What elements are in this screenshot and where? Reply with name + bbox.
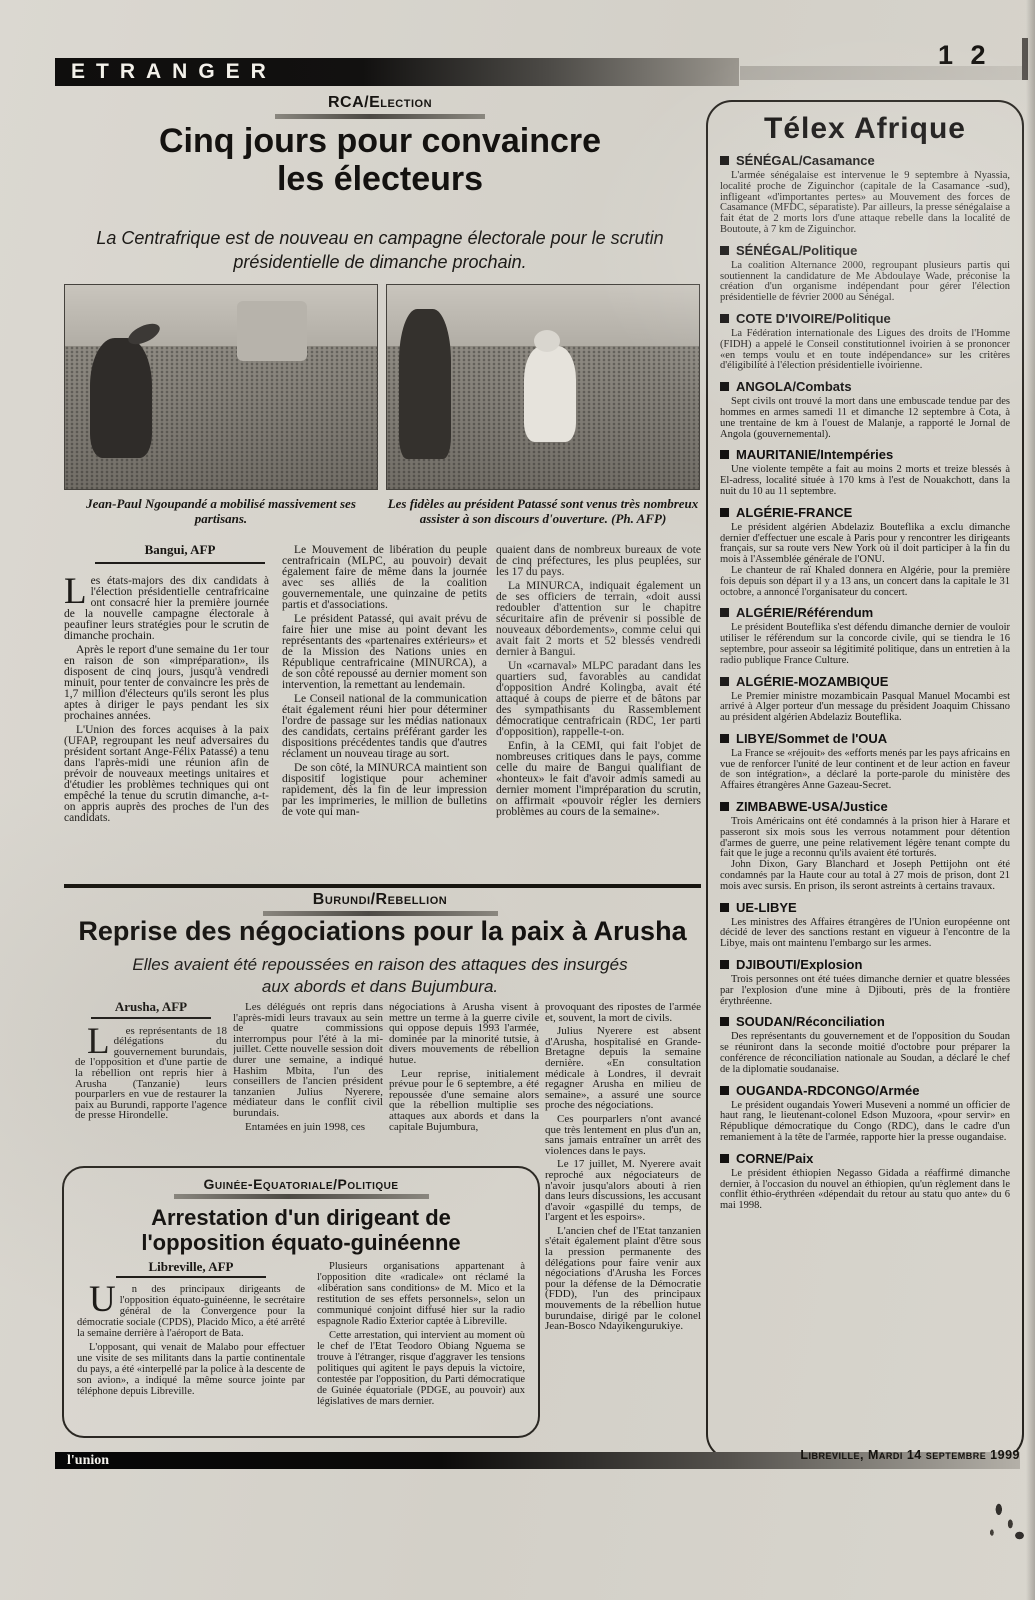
burundi-column-1 — [75, 1002, 227, 1164]
rca-column-2 — [282, 545, 487, 883]
telex-item — [720, 243, 1010, 304]
guinea-column-1 — [77, 1261, 305, 1421]
burundi-kicker-label: Burundi/Rebellion — [312, 891, 448, 908]
telex-item-title: OUGANDA-RDCONGO/Armée — [736, 1082, 920, 1098]
telex-item-heading — [720, 900, 1010, 916]
dropcap-letter: L — [87, 1020, 110, 1062]
telex-item-title: ALGÉRIE-MOZAMBIQUE — [736, 673, 889, 689]
telex-item-text: Trois personnes ont été tuées dimanche dernier et quatre blessées par l'explosion d'une mine à Djibouti, près de la frontière érythréenne. — [720, 974, 1010, 1007]
rca-kicker-underline — [275, 114, 485, 119]
telex-item-text: Le président éthiopien Negasso Gidada a réaffirmé dimanche dernier, à l'occasion du nouvel an éthiopien, qu'un règlement dans le conflit éthio-érythréen «dépendait du retour au statu quo ante» du 6 mai 1998. — [720, 1167, 1010, 1212]
telex-item-title: ALGÉRIE/Référendum — [736, 605, 874, 621]
guinea-kicker-label: Guinée-Equatoriale/Politique — [203, 1176, 399, 1192]
burundi-byline: Arusha, AFP — [91, 1002, 211, 1019]
paragraph: Le 17 juillet, M. Nyerere avait reproché aux négociateurs de n'avoir jusqu'alors abouti à rien dans leurs discussions, les accusant d'avoir «gaspillé du temps, de l'argent et les espoirs». — [545, 1158, 701, 1224]
paragraph: Julius Nyerere est absent d'Arusha, hospitalisé en Grande-Bretagne depuis la semaine dernière. «En consultation médicale à Londres, il devrait regagner Arusha en milieu de semaine», a assuré une source proche des négociations. — [545, 1025, 701, 1112]
guinea-headline: Arrestation d'un dirigeant de l'opposition équato-guinéenne — [141, 1205, 461, 1255]
square-bullet-icon — [720, 156, 729, 165]
telex-item — [720, 957, 1010, 1007]
paragraph: Le Conseil national de la communication était également réuni hier pour déterminer l'ordre de passage sur les médias nationaux des candidats, certains préférant garder les dispositions précédentes tandis que d'autres réclament un nouveau tirage au sort. — [282, 693, 487, 760]
telex-item-text: Trois Américains ont été condamnés à la prison hier à Harare et passeront six mois sous les verrous notamment pour détention d'armes de guerre, une peine relativement légère tenant compte du fait que le juge a reconnu qu'ils avaient été torturés. — [720, 816, 1010, 860]
telex-item-title: ZIMBABWE-USA/Justice — [736, 799, 888, 815]
square-bullet-icon — [720, 802, 729, 811]
paragraph — [75, 1020, 227, 1122]
square-bullet-icon — [720, 382, 729, 391]
telex-item — [720, 605, 1010, 666]
telex-item-title: SÉNÉGAL/Casamance — [736, 153, 875, 168]
telex-item — [720, 900, 1010, 950]
telex-item-title: SÉNÉGAL/Politique — [736, 242, 858, 258]
telex-item-heading — [720, 243, 1010, 259]
telex-item — [720, 1151, 1010, 1212]
speaker-figure — [90, 338, 152, 458]
telex-item-heading — [720, 505, 1010, 521]
paragraph: Enfin, à la CEMI, qui fait l'objet de nombreuses critiques dans le pays, comme celle du maire de Bangui qualifiant de «honteux» le fait d'avoir admis samedi au dernier moment l'impréparation du scrutin, on affirmait «pouvoir régler les derniers problèmes au cours de la semaine». — [496, 740, 701, 818]
telex-item-heading — [720, 379, 1010, 395]
telex-item — [720, 799, 1010, 893]
burundi-column-4 — [545, 1002, 701, 1438]
paragraph: Ces pourparlers n'ont avancé que très lentement en plus d'un an, sans jamais entraîner un arrêt des violences dans le pays. — [545, 1112, 701, 1157]
footer-brand: l'union — [67, 1453, 110, 1468]
section-banner: ETRANGER — [55, 58, 739, 86]
telex-item-heading — [720, 1151, 1010, 1167]
square-bullet-icon — [720, 734, 729, 743]
telex-item-text: John Dixon, Gary Blanchard et Joseph Pettijohn ont été condamnés par la Haute cour au total à 27 mois de prison, dont 21 mois avec sursis. En prison, ils seront astreints à certains travaux. — [720, 859, 1010, 892]
telex-item-text: Le chanteur de raï Khaled donnera en Algérie, pour la première fois depuis son départ il y a 13 ans, un concert dans la capitale le 31 octobre, a annoncé l'organisateur du concert. — [720, 564, 1010, 598]
guinea-columns — [77, 1261, 525, 1431]
telex-item — [720, 731, 1010, 792]
rca-caption-right: Les fidèles au président Patassé sont venus très nombreux assister à son discours d'ouverture. (Ph. AFP) — [387, 496, 699, 526]
paragraph: Après le report d'une semaine du 1er tour en raison de son «impréparation», ils disposent de cinq jours, jusqu'à vendredi minuit, pour tenter de convaincre les près de 1,7 million d'électeurs qu'ils seront les plus aptes à diriger le pays pendant les six prochaines années. — [64, 644, 269, 722]
telex-item — [720, 153, 1010, 236]
telex-item-text: Des représentants du gouvernement et de l'opposition du Soudan se réuniront dans la seconde moitié d'octobre pour préparer la conférence de réconciliation nationale au Soudan, a déclaré le chef de la diplomatie soudanaise. — [720, 1031, 1010, 1075]
telex-item-title: MAURITANIE/Intempéries — [736, 447, 894, 463]
guinea-column-2 — [317, 1261, 525, 1431]
paragraph-text: es états-majors des dix candidats à l'élection présidentielle centrafricaine ont consacré hier la première journée de la nouvelle campagne électorale à peaufiner leurs stratégies pour le scrutin de dimanche prochain. — [64, 576, 269, 642]
telex-item-heading — [720, 799, 1010, 815]
square-bullet-icon — [720, 1086, 729, 1095]
uniformed-officer-figure — [399, 309, 451, 459]
paragraph-text: n des principaux dirigeants de l'opposition équato-guinéenne, le secrétaire général de la Convergence pour la démocratie sociale (CPDS), Placido Mico, a été arrêté la semaine derrière à l'aéroport de Bata. — [77, 1284, 305, 1339]
white-cap — [534, 330, 560, 352]
paragraph: Cette arrestation, qui intervient au moment où le chef de l'Etat Teodoro Obiang Nguema se trouve à l'étranger, risque d'aggraver les tensions politiques qui agitent le pays depuis la victoire, contestée par l'opposition, du Parti démocratique de Guinée équatoriale (PDGE, au pouvoir) aux législatives de mars dernier. — [317, 1330, 525, 1407]
paragraph-text: es représentants de 18 délégations du gouvernement burundais, de l'opposition et d'une partie de la rébellion ont repris hier à Arusha (Tanzanie) leurs pourparlers en vue de restaurer la paix au Burundi, rapporte l'agence de presse Hirondelle. — [75, 1024, 227, 1122]
dropcap-letter: L — [64, 576, 87, 612]
rca-subtitle: La Centrafrique est de nouveau en campagne électorale pour le scrutin présidentielle de dimanche prochain. — [96, 228, 664, 272]
telex-item-text: La France se «réjouit» des «efforts menés par les pays africains en vue de renforcer l'unité de leur continent et de leur action en faveur de son intégration», a déclaré la porte-parole du ministère des Affaires étrangères Anne Gazeau-Secret. — [720, 747, 1010, 792]
paragraph: Leur reprise, initialement prévue pour le 6 septembre, a été repoussée d'une semaine alors que la rébellion multiplie ses attaques aux abords et dans la capitale Bujumbura, — [389, 1067, 539, 1133]
rca-kicker — [180, 94, 580, 119]
telex-item-title: DJIBOUTI/Explosion — [736, 957, 863, 973]
telex-item-heading — [720, 1083, 1010, 1099]
paragraph — [64, 576, 269, 642]
square-bullet-icon — [720, 1017, 729, 1026]
telex-item-heading — [720, 447, 1010, 463]
telex-item-text: Une violente tempête a fait au moins 2 morts et treize blessés à El-adress, localité située à 170 kms à l'est de Nouakchott, dans la nuit du 10 au 11 septembre. — [720, 464, 1010, 497]
telex-item — [720, 447, 1010, 497]
telex-item-heading — [720, 153, 1010, 169]
telex-item-text: Le président ougandais Yoweri Museveni a nommé un officier de haut rang, le lieutenant-colonel Edson Muzoora, «pour servir» en République démocratique du Congo (RDC), dans le cadre d'un remaniement à la tête de l'armée, rapporte hier la presse ougandaise. — [720, 1099, 1010, 1144]
burundi-column-2 — [233, 1002, 383, 1166]
scan-edge-shadow — [1026, 0, 1035, 1600]
paragraph: L'ancien chef de l'Etat tanzanien s'était également plaint d'être sous la pression permanente des délégations pour faire venir aux négociations d'Arusha les Forces pour la défense de la Démocratie (FDD), l'un des principaux mouvements de la rébellion hutue burundaise, dirigé par le colonel Jean-Bosco Ndayikengurukiye. — [545, 1224, 701, 1333]
paragraph: quaient dans de nombreux bureaux de vote de cinq préfectures, les plus peuplées, sur les 17 du pays. — [496, 545, 701, 578]
footer-date: Libreville, Mardi 14 septembre 1999 — [800, 1448, 1020, 1462]
paragraph: négociations à Arusha visent à mettre un terme à la guerre civile qui oppose depuis 1993 l'armée, dominée par la minorité tutsie, à divers mouvements de rébellion hutue. — [389, 1002, 539, 1066]
telex-item-title: ANGOLA/Combats — [736, 379, 852, 395]
telex-item-text: La coalition Alternance 2000, regroupant plusieurs partis qui soutiennent la candidature de Me Abdoulaye Wade, préconise la création d'un organisme indépendant pour gérer l'élection présidentielle de février 2000 au Sénégal. — [720, 259, 1010, 304]
corner-mark — [1022, 38, 1028, 80]
guinea-kicker-underline — [174, 1194, 429, 1199]
square-bullet-icon — [720, 677, 729, 686]
burundi-subtitle: Elles avaient été repoussées en raison des attaques des insurgés aux abords et dans Bujumbura. — [132, 955, 628, 996]
telex-item-title: LIBYE/Sommet de l'OUA — [736, 730, 888, 746]
rca-kicker-label: RCA/Election — [327, 94, 433, 111]
square-bullet-icon — [720, 608, 729, 617]
burundi-headline: Reprise des négociations pour la paix à Arusha — [78, 916, 687, 946]
telex-item-title: SOUDAN/Réconciliation — [736, 1014, 885, 1030]
square-bullet-icon — [720, 903, 729, 912]
rca-bottom-rule — [64, 884, 701, 888]
guinea-kicker — [77, 1176, 525, 1199]
paragraph: L'opposant, qui venait de Malabo pour effectuer une visite de ses militants dans la partie continentale du pays, a été «interpellé par la police à la descente de son avion», a indiqué la même source jointe par téléphone depuis Libreville. — [77, 1342, 305, 1397]
page-number: 1 2 — [938, 40, 991, 70]
paragraph: Plusieurs organisations appartenant à l'opposition dite «radicale» ont réclamé la «libération sans conditions» de M. Mico et la restitution de ses effets personnels», selon un communiqué conjoint diffusé hier sur la radio espagnole Radio Exterior captée à Libreville. — [317, 1261, 525, 1327]
telex-item-title: CORNE/Paix — [736, 1150, 814, 1166]
telex-item-text: Le président Bouteflika s'est défendu dimanche dernier de vouloir utiliser le référendum sur la concorde civile, qui se tiendra le 16 septembre, pour asseoir sa légitimité politique, dans un entretien à la radio publique France Culture. — [720, 622, 1010, 666]
telex-list — [720, 153, 1010, 1212]
rca-column-1 — [64, 576, 269, 882]
telex-item-heading — [720, 731, 1010, 747]
telex-item-text: L'armée sénégalaise est intervenue le 9 septembre à Nyassia, localité proche de Ziguinchor (capitale de la Casamance -sud), infligeant «d'importantes pertes» au Mouvement des forces de Casamance (MFDC, séparatiste). Par ailleurs, la presse sénégalaise a fait état de 2 morts lors d'une attaque rebelle dans la localité de Boutoute, à 7 km de Ziguinchor. — [720, 170, 1010, 235]
paragraph: Le président Patassé, qui avait prévu de faire hier une mise au point devant les représentants des «partenaires extérieurs» et de la Mission des Nations unies en République centrafricaine (MINURCA), a de son côté repoussé au dernier moment son intervention, la remettant au lendemain. — [282, 613, 487, 691]
square-bullet-icon — [720, 246, 729, 255]
photo-ngoupande-rally — [64, 284, 378, 490]
telex-item-heading — [720, 957, 1010, 973]
burundi-kicker — [180, 891, 580, 916]
telex-item-text: Sept civils ont trouvé la mort dans une embuscade tendue par des hommes en armes samedi 11 et dimanche 12 septembre à Cota, à une trentaine de km à l'ouest de Malanje, a rapporté le Jornal de Angola (gouvernemental). — [720, 396, 1010, 440]
telex-item — [720, 1083, 1010, 1144]
square-bullet-icon — [720, 508, 729, 517]
telex-item-heading — [720, 311, 1010, 327]
telex-item — [720, 505, 1010, 599]
rca-byline: Bangui, AFP — [95, 542, 265, 564]
telex-item-heading — [720, 605, 1010, 621]
paragraph — [77, 1279, 305, 1339]
building-block — [237, 301, 307, 361]
guinea-byline: Libreville, AFP — [116, 1261, 266, 1278]
rca-column-3 — [496, 545, 701, 883]
guinea-article-box — [62, 1166, 540, 1438]
telex-item-title: ALGÉRIE-FRANCE — [736, 504, 853, 520]
rca-caption-left: Jean-Paul Ngoupandé a mobilisé massivement ses partisans. — [86, 496, 356, 526]
telex-item-text: La Fédération internationale des Ligues des droits de l'Homme (FIDH) a appelé le Conseil constitutionnel ivoirien à se prononcer «en temps voulu et en toute indépendance» sur les critères d'éligibilité à l'élection présidentielle ivoirienne. — [720, 327, 1010, 372]
white-shirt-figure — [524, 346, 576, 442]
telex-item — [720, 674, 1010, 724]
telex-item-text: Le président algérien Abdelaziz Bouteflika a exclu dimanche dernier d'effectuer une escale à Paris pour y rencontrer les dirigeants français, sur sa route vers New York où il doit participer à la fin du mois à l'Assemblée générale de l'ONU. — [720, 521, 1010, 566]
paragraph: Entamées en juin 1998, ces — [245, 1120, 366, 1133]
telex-item — [720, 379, 1010, 440]
dropcap-letter: U — [89, 1279, 116, 1320]
paragraph: De son côté, la MINURCA maintient son dispositif logistique pour acheminer rapidement, dès la fin de leur impression par les imprimeries, le million de bulletins de vote qui man- — [282, 762, 487, 818]
telex-afrique-box — [706, 100, 1024, 1460]
telex-item-text: Le Premier ministre mozambicain Pasqual Manuel Mocambi est arrivé à Alger porteur d'un message du président Joaquim Chissano au président algérien Abdelaziz Bouteflika. — [720, 690, 1010, 724]
telex-title: Télex Afrique — [764, 112, 966, 145]
burundi-column-3 — [389, 1002, 539, 1166]
paragraph: provoquant des ripostes de l'armée et, souvent, la mort de civils. — [545, 1002, 701, 1024]
telex-item-heading — [720, 1014, 1010, 1030]
paragraph: La MINURCA, indiquait également un de ses officiers de terrain, «doit aussi redoubler d'attention sur le chapitre sécuritaire afin de prévenir si possible de nouveaux débordements», comme celui qui avait fait 2 morts et 52 blessés vendredi dernier à Bangui. — [496, 580, 701, 658]
square-bullet-icon — [720, 450, 729, 459]
ink-smudge — [985, 1492, 1031, 1550]
paragraph: Le Mouvement de libération du peuple centrafricain (MLPC, au pouvoir) devait également faire de même dans la journée avec ses alliés de la coalition gouvernementale, une quinzaine de petits partis et d'associations. — [282, 545, 487, 611]
paragraph: Un «carnaval» MLPC paradant dans les quartiers sud, favorables au candidat d'opposition André Kolingba, avait été attaqué à coups de pierre et de bâtons par des sympathisants du Rassemblement démocratique centrafricain (RDC, 1er parti d'opposition), rappelle-t-on. — [496, 660, 701, 738]
square-bullet-icon — [720, 960, 729, 969]
square-bullet-icon — [720, 314, 729, 323]
photo-patasse-supporters — [386, 284, 700, 490]
square-bullet-icon — [720, 1154, 729, 1163]
telex-item-heading — [720, 674, 1010, 690]
rca-headline: Cinq jours pour convaincre les électeurs — [158, 122, 602, 198]
paragraph: Les délégués ont repris dans l'après-midi leurs travaux au sein de quatre commissions interrompus pour l'été à la mi-juillet. Cette nouvelle session doit durer une semaine, a indiqué Hashim Mbita, l'un des conseillers de l'ancien président tanzanien Julius Nyerere, médiateur dans le conflit civil burundais. — [233, 1002, 383, 1119]
paragraph: L'Union des forces acquises à la paix (UFAP, regroupant les neuf adversaires du président sortant Ange-Félix Patassé) a tenu dans l'après-midi une réunion afin de prévoir de nouveaux meetings unitaires et d'étudier les problèmes techniques qui ont empêché la tenue du scrutin dimanche, a-t-on appris auprès des proches de l'un des candidats. — [64, 724, 269, 824]
telex-item-text: Les ministres des Affaires étrangères de l'Union européenne ont décidé de lever des sanctions restant en vigueur à l'encontre de la Libye, mais ont maintenu l'embargo sur les armes. — [720, 916, 1010, 950]
telex-item — [720, 1014, 1010, 1075]
telex-item-title: COTE D'IVOIRE/Politique — [736, 310, 891, 326]
telex-item — [720, 311, 1010, 372]
telex-item-title: UE-LIBYE — [736, 899, 797, 915]
